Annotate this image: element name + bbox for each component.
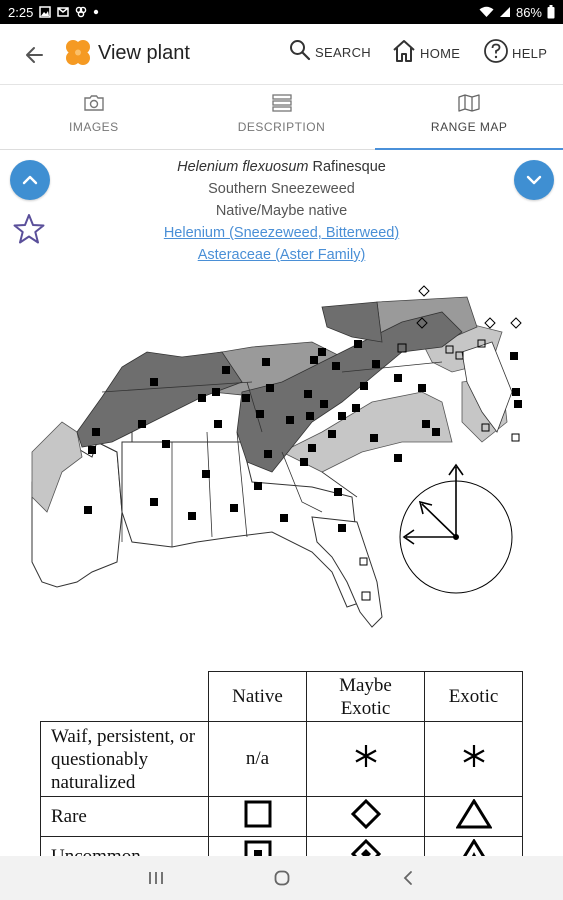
image-icon [39, 6, 51, 18]
tab-range-map-label: RANGE MAP [430, 120, 508, 134]
signal-icon [499, 6, 511, 18]
legend-rare-native [209, 797, 307, 837]
scientific-name [0, 156, 563, 178]
search-icon [288, 38, 312, 62]
system-nav-bar [0, 856, 563, 900]
search-button[interactable] [288, 38, 371, 62]
page-title: View plant [98, 42, 190, 64]
legend-header-maybe-exotic: Maybe Exotic [307, 672, 425, 722]
tab-description-label: DESCRIPTION [237, 120, 326, 134]
legend-header-native: Native [209, 672, 307, 722]
legend-rare-exotic [425, 797, 523, 837]
home-icon [391, 38, 417, 64]
square-icon [243, 799, 273, 829]
tab-images[interactable] [0, 85, 188, 149]
range-map [22, 282, 547, 634]
compass-icon [400, 465, 512, 593]
legend-waif-exotic [425, 722, 523, 797]
help-label: HELP [512, 45, 548, 61]
author-name: Rafinesque [312, 159, 386, 175]
legend-table [40, 671, 523, 877]
legend-waif-maybe-exotic [307, 722, 425, 797]
tab-description[interactable] [188, 85, 376, 149]
tab-bar [0, 84, 563, 150]
status-bar [0, 0, 563, 24]
genus-link[interactable]: Helenium (Sneezeweed, Bitterweed) [163, 225, 400, 241]
status-right [479, 5, 555, 20]
home-circle-icon [273, 869, 291, 887]
legend-row-rare: Rare [41, 797, 209, 837]
gmail-icon [57, 7, 69, 17]
plant-info [0, 156, 563, 266]
status-time: 2:25 [8, 4, 34, 20]
app-bar [0, 24, 563, 84]
dot-icon [93, 9, 99, 15]
camera-icon [83, 94, 105, 112]
tab-images-label: IMAGES [68, 120, 119, 134]
home-button[interactable] [391, 38, 460, 64]
back-arrow-icon[interactable] [22, 42, 48, 68]
recents-icon [147, 870, 165, 886]
tab-range-map[interactable] [375, 85, 563, 149]
recents-button[interactable] [141, 863, 171, 893]
diamond-icon [351, 799, 381, 829]
legend-waif-native: n/a [209, 722, 307, 797]
wifi-icon [479, 6, 494, 18]
home-nav-button[interactable] [267, 863, 297, 893]
help-button[interactable] [483, 38, 547, 64]
native-status: Native/Maybe native [215, 203, 348, 219]
genus-species: Helenium flexuosum [177, 159, 309, 175]
legend-corner [41, 672, 209, 722]
asterisk-icon [353, 743, 379, 769]
home-label: HOME [420, 45, 461, 61]
back-nav-button[interactable] [393, 863, 423, 893]
back-chevron-icon [401, 869, 415, 887]
pinwheel-icon [75, 6, 87, 18]
map-icon [458, 94, 480, 112]
triangle-icon [456, 799, 492, 829]
help-icon [483, 38, 509, 64]
map-florida [312, 517, 382, 627]
asterisk-icon [461, 743, 487, 769]
list-icon [272, 94, 292, 112]
battery-percent: 86% [515, 4, 542, 20]
battery-icon [547, 5, 555, 19]
legend-rare-maybe-exotic [307, 797, 425, 837]
common-name: Southern Sneezeweed [208, 181, 355, 197]
legend-row-waif: Waif, persistent, or questionably naturalized [41, 722, 209, 797]
search-label: SEARCH [315, 44, 371, 60]
status-left [8, 5, 99, 20]
app-logo-icon [63, 38, 93, 68]
family-link[interactable]: Asteraceae (Aster Family) [197, 247, 366, 263]
legend-header-exotic: Exotic [425, 672, 523, 722]
